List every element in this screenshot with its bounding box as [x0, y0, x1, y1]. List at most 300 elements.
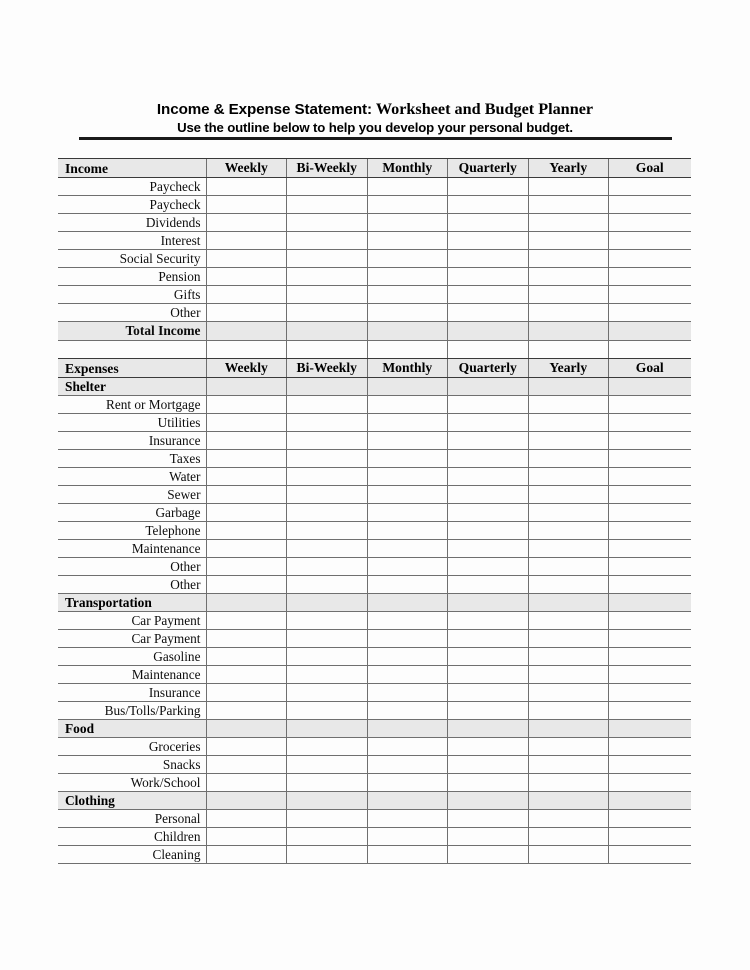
- section-spacer-cell: [367, 378, 448, 396]
- entry-cell[interactable]: [287, 250, 368, 268]
- entry-cell[interactable]: [609, 468, 691, 486]
- entry-cell[interactable]: [609, 576, 691, 594]
- entry-cell[interactable]: [287, 738, 368, 756]
- table-row: [58, 232, 691, 250]
- entry-cell[interactable]: [448, 178, 529, 196]
- income-table: [58, 158, 691, 340]
- entry-cell[interactable]: [448, 558, 529, 576]
- table-row: [58, 522, 691, 540]
- entry-cell[interactable]: [367, 268, 448, 286]
- entry-cell[interactable]: [609, 738, 691, 756]
- entry-cell[interactable]: [528, 232, 609, 250]
- entry-cell[interactable]: [367, 666, 448, 684]
- entry-cell[interactable]: [448, 450, 529, 468]
- entry-cell[interactable]: [206, 178, 287, 196]
- entry-cell[interactable]: [367, 810, 448, 828]
- row-label: Other: [58, 304, 206, 322]
- entry-cell[interactable]: [206, 774, 287, 792]
- entry-cell[interactable]: [287, 504, 368, 522]
- entry-cell[interactable]: [287, 522, 368, 540]
- section-label: Clothing: [58, 792, 206, 810]
- column-header-quarterly: Quarterly: [448, 159, 529, 178]
- section-spacer-cell: [609, 594, 691, 612]
- entry-cell[interactable]: [206, 432, 287, 450]
- spacer-cell: [528, 340, 609, 358]
- entry-cell[interactable]: [367, 558, 448, 576]
- entry-cell[interactable]: [609, 540, 691, 558]
- entry-cell[interactable]: [448, 286, 529, 304]
- entry-cell[interactable]: [609, 648, 691, 666]
- entry-cell[interactable]: [448, 304, 529, 322]
- table-row: [58, 268, 691, 286]
- entry-cell[interactable]: [287, 214, 368, 232]
- section-spacer-cell: [609, 378, 691, 396]
- entry-cell[interactable]: [287, 648, 368, 666]
- total-cell[interactable]: [287, 322, 368, 340]
- row-label: Social Security: [58, 250, 206, 268]
- row-label: Children: [58, 828, 206, 846]
- entry-cell[interactable]: [287, 630, 368, 648]
- entry-cell[interactable]: [367, 414, 448, 432]
- entry-cell[interactable]: [206, 648, 287, 666]
- entry-cell[interactable]: [609, 774, 691, 792]
- row-label: Dividends: [58, 214, 206, 232]
- entry-cell[interactable]: [448, 414, 529, 432]
- entry-cell[interactable]: [448, 774, 529, 792]
- entry-cell[interactable]: [528, 828, 609, 846]
- entry-cell[interactable]: [287, 810, 368, 828]
- entry-cell[interactable]: [206, 810, 287, 828]
- column-header-quarterly: Quarterly: [448, 359, 529, 378]
- entry-cell[interactable]: [448, 684, 529, 702]
- entry-cell[interactable]: [367, 196, 448, 214]
- section-spacer-cell: [287, 378, 368, 396]
- table-spacer: [58, 340, 691, 359]
- entry-cell[interactable]: [448, 702, 529, 720]
- entry-cell[interactable]: [609, 846, 691, 864]
- section-spacer-cell: [287, 594, 368, 612]
- entry-cell[interactable]: [448, 486, 529, 504]
- table-row: [58, 178, 691, 196]
- total-label: Total Income: [58, 322, 206, 340]
- entry-cell[interactable]: [287, 486, 368, 504]
- entry-cell[interactable]: [448, 196, 529, 214]
- entry-cell[interactable]: [448, 828, 529, 846]
- spacer-row: [58, 340, 691, 358]
- table-row: [58, 250, 691, 268]
- entry-cell[interactable]: [287, 540, 368, 558]
- entry-cell[interactable]: [448, 522, 529, 540]
- entry-cell[interactable]: [206, 540, 287, 558]
- entry-cell[interactable]: [367, 756, 448, 774]
- entry-cell[interactable]: [287, 774, 368, 792]
- entry-cell[interactable]: [528, 214, 609, 232]
- entry-cell[interactable]: [609, 196, 691, 214]
- entry-cell[interactable]: [448, 232, 529, 250]
- entry-cell[interactable]: [367, 684, 448, 702]
- row-label: Car Payment: [58, 630, 206, 648]
- entry-cell[interactable]: [367, 250, 448, 268]
- spacer-cell: [206, 340, 287, 358]
- row-label: Taxes: [58, 450, 206, 468]
- row-label: Maintenance: [58, 540, 206, 558]
- entry-cell[interactable]: [206, 286, 287, 304]
- entry-cell[interactable]: [609, 232, 691, 250]
- section-spacer-cell: [367, 792, 448, 810]
- table-bottom-rule: [58, 864, 691, 865]
- entry-cell[interactable]: [609, 522, 691, 540]
- row-label: Pension: [58, 268, 206, 286]
- entry-cell[interactable]: [287, 828, 368, 846]
- column-header-yearly: Yearly: [528, 159, 609, 178]
- table-header-label: Expenses: [58, 359, 206, 378]
- row-label: Insurance: [58, 684, 206, 702]
- entry-cell[interactable]: [448, 432, 529, 450]
- entry-cell[interactable]: [206, 630, 287, 648]
- entry-cell[interactable]: [528, 684, 609, 702]
- table-row: [58, 396, 691, 414]
- entry-cell[interactable]: [206, 486, 287, 504]
- entry-cell[interactable]: [609, 214, 691, 232]
- entry-cell[interactable]: [448, 810, 529, 828]
- section-spacer-cell: [528, 594, 609, 612]
- row-label: Other: [58, 576, 206, 594]
- section-spacer-cell: [367, 720, 448, 738]
- entry-cell[interactable]: [206, 522, 287, 540]
- entry-cell[interactable]: [287, 846, 368, 864]
- table-row: [58, 576, 691, 594]
- entry-cell[interactable]: [206, 558, 287, 576]
- entry-cell[interactable]: [448, 268, 529, 286]
- section-spacer-cell: [528, 720, 609, 738]
- entry-cell[interactable]: [528, 304, 609, 322]
- column-header-weekly: Weekly: [206, 359, 287, 378]
- column-header-yearly: Yearly: [528, 359, 609, 378]
- table-row: [58, 196, 691, 214]
- entry-cell[interactable]: [287, 396, 368, 414]
- entry-cell[interactable]: [528, 414, 609, 432]
- entry-cell[interactable]: [448, 666, 529, 684]
- document-subtitle: Use the outline below to help you develop your personal budget.: [177, 120, 573, 135]
- row-label: Personal: [58, 810, 206, 828]
- entry-cell[interactable]: [609, 304, 691, 322]
- row-label: Paycheck: [58, 178, 206, 196]
- entry-cell[interactable]: [609, 504, 691, 522]
- section-spacer-cell: [448, 594, 529, 612]
- section-spacer-cell: [448, 792, 529, 810]
- entry-cell[interactable]: [448, 648, 529, 666]
- entry-cell[interactable]: [287, 432, 368, 450]
- entry-cell[interactable]: [448, 738, 529, 756]
- entry-cell[interactable]: [287, 414, 368, 432]
- entry-cell[interactable]: [609, 286, 691, 304]
- section-spacer-cell: [287, 720, 368, 738]
- section-header-row: [58, 378, 691, 396]
- entry-cell[interactable]: [609, 810, 691, 828]
- table-header-label: Income: [58, 159, 206, 178]
- entry-cell[interactable]: [206, 756, 287, 774]
- entry-cell[interactable]: [367, 774, 448, 792]
- table-row: [58, 432, 691, 450]
- total-cell[interactable]: [367, 322, 448, 340]
- section-spacer-cell: [609, 720, 691, 738]
- entry-cell[interactable]: [287, 702, 368, 720]
- table-row: [58, 666, 691, 684]
- entry-cell[interactable]: [448, 576, 529, 594]
- entry-cell[interactable]: [448, 250, 529, 268]
- total-cell[interactable]: [206, 322, 287, 340]
- entry-cell[interactable]: [528, 666, 609, 684]
- table-row: [58, 304, 691, 322]
- entry-cell[interactable]: [448, 630, 529, 648]
- spacer-cell: [287, 340, 368, 358]
- entry-cell[interactable]: [609, 558, 691, 576]
- row-label: Rent or Mortgage: [58, 396, 206, 414]
- entry-cell[interactable]: [367, 846, 448, 864]
- row-label: Paycheck: [58, 196, 206, 214]
- entry-cell[interactable]: [206, 828, 287, 846]
- entry-cell[interactable]: [609, 486, 691, 504]
- table-row: [58, 286, 691, 304]
- table-row: [58, 828, 691, 846]
- row-label: Bus/Tolls/Parking: [58, 702, 206, 720]
- row-label: Maintenance: [58, 666, 206, 684]
- table-row: [58, 558, 691, 576]
- section-spacer-cell: [287, 792, 368, 810]
- entry-cell[interactable]: [367, 468, 448, 486]
- income-table-wrapper: [58, 158, 692, 340]
- entry-cell[interactable]: [287, 196, 368, 214]
- entry-cell[interactable]: [367, 450, 448, 468]
- table-row: [58, 684, 691, 702]
- entry-cell[interactable]: [448, 756, 529, 774]
- entry-cell[interactable]: [367, 232, 448, 250]
- entry-cell[interactable]: [367, 432, 448, 450]
- entry-cell[interactable]: [528, 468, 609, 486]
- entry-cell[interactable]: [609, 612, 691, 630]
- title-primary: Income & Expense Statement:: [156, 101, 372, 118]
- entry-cell[interactable]: [528, 396, 609, 414]
- entry-cell[interactable]: [206, 450, 287, 468]
- table-row: [58, 468, 691, 486]
- entry-cell[interactable]: [609, 630, 691, 648]
- entry-cell[interactable]: [287, 178, 368, 196]
- entry-cell[interactable]: [528, 612, 609, 630]
- entry-cell[interactable]: [287, 612, 368, 630]
- entry-cell[interactable]: [287, 286, 368, 304]
- entry-cell[interactable]: [528, 196, 609, 214]
- entry-cell[interactable]: [287, 268, 368, 286]
- section-header-row: [58, 720, 691, 738]
- entry-cell[interactable]: [206, 250, 287, 268]
- entry-cell[interactable]: [609, 702, 691, 720]
- table-row: [58, 450, 691, 468]
- entry-cell[interactable]: [609, 828, 691, 846]
- table-row: [58, 648, 691, 666]
- entry-cell[interactable]: [206, 304, 287, 322]
- total-cell[interactable]: [448, 322, 529, 340]
- title-secondary: Worksheet and Budget Planner: [375, 100, 594, 118]
- column-header-weekly: Weekly: [206, 159, 287, 178]
- table-row: [58, 540, 691, 558]
- table-header-row: [58, 159, 691, 178]
- entry-cell[interactable]: [287, 304, 368, 322]
- entry-cell[interactable]: [367, 396, 448, 414]
- entry-cell[interactable]: [287, 468, 368, 486]
- entry-cell[interactable]: [528, 738, 609, 756]
- table-row: [58, 810, 691, 828]
- section-label: Food: [58, 720, 206, 738]
- entry-cell[interactable]: [287, 450, 368, 468]
- entry-cell[interactable]: [367, 648, 448, 666]
- entry-cell[interactable]: [528, 486, 609, 504]
- entry-cell[interactable]: [206, 232, 287, 250]
- entry-cell[interactable]: [528, 178, 609, 196]
- row-label: Cleaning: [58, 846, 206, 864]
- column-header-bi-weekly: Bi-Weekly: [287, 359, 368, 378]
- entry-cell[interactable]: [528, 756, 609, 774]
- entry-cell[interactable]: [206, 702, 287, 720]
- document-header: [58, 100, 692, 140]
- entry-cell[interactable]: [367, 738, 448, 756]
- row-label: Telephone: [58, 522, 206, 540]
- entry-cell[interactable]: [528, 648, 609, 666]
- table-header-row: [58, 359, 691, 378]
- entry-cell[interactable]: [528, 558, 609, 576]
- entry-cell[interactable]: [448, 540, 529, 558]
- entry-cell[interactable]: [206, 414, 287, 432]
- document-title: [58, 100, 692, 119]
- entry-cell[interactable]: [528, 702, 609, 720]
- entry-cell[interactable]: [528, 846, 609, 864]
- total-cell[interactable]: [528, 322, 609, 340]
- row-label: Snacks: [58, 756, 206, 774]
- title-divider: [79, 137, 672, 140]
- entry-cell[interactable]: [206, 738, 287, 756]
- column-header-bi-weekly: Bi-Weekly: [287, 159, 368, 178]
- entry-cell[interactable]: [367, 630, 448, 648]
- entry-cell[interactable]: [609, 432, 691, 450]
- entry-cell[interactable]: [528, 432, 609, 450]
- entry-cell[interactable]: [528, 268, 609, 286]
- entry-cell[interactable]: [528, 522, 609, 540]
- section-header-row: [58, 792, 691, 810]
- entry-cell[interactable]: [609, 396, 691, 414]
- entry-cell[interactable]: [206, 684, 287, 702]
- table-row: [58, 738, 691, 756]
- entry-cell[interactable]: [367, 178, 448, 196]
- entry-cell[interactable]: [206, 396, 287, 414]
- entry-cell[interactable]: [528, 540, 609, 558]
- entry-cell[interactable]: [206, 214, 287, 232]
- entry-cell[interactable]: [206, 612, 287, 630]
- entry-cell[interactable]: [367, 540, 448, 558]
- entry-cell[interactable]: [287, 558, 368, 576]
- entry-cell[interactable]: [609, 414, 691, 432]
- spacer-cell: [367, 340, 448, 358]
- entry-cell[interactable]: [367, 612, 448, 630]
- entry-cell[interactable]: [448, 468, 529, 486]
- entry-cell[interactable]: [528, 576, 609, 594]
- entry-cell[interactable]: [448, 846, 529, 864]
- entry-cell[interactable]: [287, 576, 368, 594]
- entry-cell[interactable]: [448, 504, 529, 522]
- entry-cell[interactable]: [287, 666, 368, 684]
- section-spacer-cell: [206, 792, 287, 810]
- row-label: Work/School: [58, 774, 206, 792]
- entry-cell[interactable]: [206, 504, 287, 522]
- entry-cell[interactable]: [609, 250, 691, 268]
- section-spacer-cell: [206, 720, 287, 738]
- section-spacer-cell: [528, 792, 609, 810]
- entry-cell[interactable]: [448, 396, 529, 414]
- section-spacer-cell: [448, 378, 529, 396]
- entry-cell[interactable]: [528, 630, 609, 648]
- entry-cell[interactable]: [609, 178, 691, 196]
- row-label: Water: [58, 468, 206, 486]
- row-label: Garbage: [58, 504, 206, 522]
- entry-cell[interactable]: [287, 232, 368, 250]
- entry-cell[interactable]: [367, 486, 448, 504]
- entry-cell[interactable]: [528, 810, 609, 828]
- entry-cell[interactable]: [367, 304, 448, 322]
- entry-cell[interactable]: [206, 468, 287, 486]
- table-row: [58, 846, 691, 864]
- entry-cell[interactable]: [367, 286, 448, 304]
- entry-cell[interactable]: [367, 576, 448, 594]
- entry-cell[interactable]: [367, 702, 448, 720]
- table-row: [58, 214, 691, 232]
- entry-cell[interactable]: [528, 450, 609, 468]
- entry-cell[interactable]: [609, 756, 691, 774]
- entry-cell[interactable]: [448, 214, 529, 232]
- entry-cell[interactable]: [287, 684, 368, 702]
- entry-cell[interactable]: [528, 774, 609, 792]
- entry-cell[interactable]: [206, 268, 287, 286]
- row-label: Gifts: [58, 286, 206, 304]
- entry-cell[interactable]: [448, 612, 529, 630]
- entry-cell[interactable]: [287, 756, 368, 774]
- entry-cell[interactable]: [206, 846, 287, 864]
- entry-cell[interactable]: [609, 666, 691, 684]
- row-label: Interest: [58, 232, 206, 250]
- entry-cell[interactable]: [528, 286, 609, 304]
- spacer-cell: [609, 340, 691, 358]
- table-row: [58, 504, 691, 522]
- total-cell[interactable]: [609, 322, 691, 340]
- table-row: [58, 774, 691, 792]
- section-header-row: [58, 594, 691, 612]
- table-row: [58, 630, 691, 648]
- row-label: Groceries: [58, 738, 206, 756]
- spacer-cell: [58, 340, 206, 358]
- entry-cell[interactable]: [609, 268, 691, 286]
- total-row: [58, 322, 691, 340]
- entry-cell[interactable]: [367, 504, 448, 522]
- entry-cell[interactable]: [206, 576, 287, 594]
- entry-cell[interactable]: [367, 214, 448, 232]
- entry-cell[interactable]: [528, 250, 609, 268]
- entry-cell[interactable]: [367, 828, 448, 846]
- entry-cell[interactable]: [367, 522, 448, 540]
- table-row: [58, 414, 691, 432]
- entry-cell[interactable]: [609, 684, 691, 702]
- entry-cell[interactable]: [528, 504, 609, 522]
- entry-cell[interactable]: [206, 196, 287, 214]
- entry-cell[interactable]: [206, 666, 287, 684]
- entry-cell[interactable]: [609, 450, 691, 468]
- bottom-rule-cell: [58, 864, 691, 865]
